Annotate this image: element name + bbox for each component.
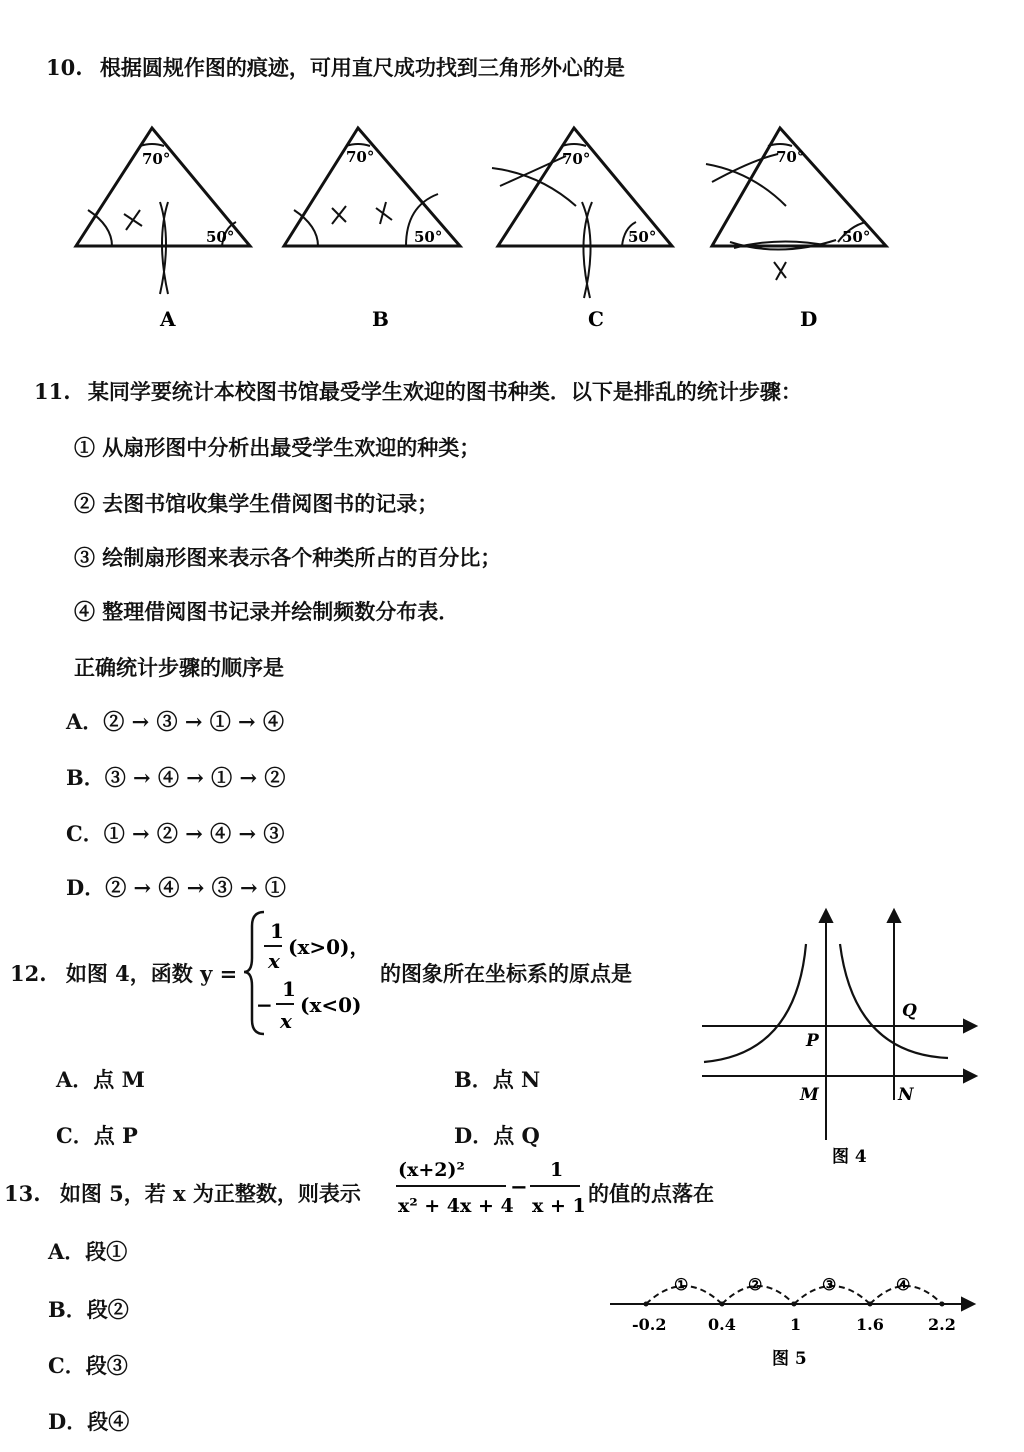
q12-option-b[interactable]: B．点 N <box>454 1067 541 1092</box>
q12-option-a[interactable]: A．点 M <box>56 1067 145 1092</box>
figure-5 <box>604 1268 980 1372</box>
q12-piecewise-function <box>244 908 384 1038</box>
figure-5-tick-1: 1 <box>790 1315 802 1334</box>
q13-frac2-den: x + 1 <box>532 1195 586 1217</box>
triangle-b-angle-right: 50° <box>414 228 443 246</box>
triangle-a-label: A <box>160 307 176 331</box>
q10-stem <box>46 52 625 82</box>
figure-5-tick-0-4: 0.4 <box>708 1315 736 1334</box>
q12-case2-sign: − <box>256 993 273 1017</box>
q12-option-c[interactable]: C．点 P <box>56 1123 138 1148</box>
triangle-d-angle-top: 70° <box>776 148 805 166</box>
triangle-b-angle-top: 70° <box>346 148 375 166</box>
q11-step-4: ④ 整理借阅图书记录并绘制频数分布表． <box>74 599 460 624</box>
figure-5-segment-1: ① <box>674 1275 689 1294</box>
q10-number: 10. <box>46 55 83 80</box>
q13-option-d[interactable]: D．段④ <box>48 1409 130 1434</box>
q12-number: 12. <box>10 961 47 986</box>
figure-5-tick-1-6: 1.6 <box>856 1315 884 1334</box>
figure-5-segment-2: ② <box>748 1275 763 1294</box>
figure-4 <box>696 904 982 1168</box>
q13-frac2-num: 1 <box>550 1159 564 1181</box>
q11-option-c[interactable]: C．① → ② → ④ → ③ <box>66 821 285 846</box>
figure-5-segment-3: ③ <box>822 1275 837 1294</box>
triangle-d-label: D <box>800 307 818 331</box>
figure-4-point-q: Q <box>902 1001 917 1021</box>
figure-4-caption: 图 4 <box>832 1147 867 1167</box>
triangle-b-label: B <box>372 307 389 331</box>
figure-5-tick-neg-0-2: -0.2 <box>632 1315 667 1334</box>
q13-suffix: 的值的点落在 <box>588 1181 714 1206</box>
q11-option-a[interactable]: A．② → ③ → ① → ④ <box>66 709 284 734</box>
q12-prefix: 如图 4，函数 y = <box>65 961 238 986</box>
q13-expression <box>392 1152 592 1226</box>
q13-stem <box>4 1178 361 1208</box>
q12-option-d[interactable]: D．点 Q <box>454 1123 540 1148</box>
q13-number: 13. <box>4 1181 41 1206</box>
q11-step-1: ① 从扇形图中分析出最受学生欢迎的种类； <box>74 435 481 460</box>
q13-option-c[interactable]: C．段③ <box>48 1353 128 1378</box>
q10-text: 根据圆规作图的痕迹，可用直尺成功找到三角形外心的是 <box>99 55 625 80</box>
figure-4-point-p: P <box>806 1031 819 1051</box>
q12-case2-num: 1 <box>282 977 296 1001</box>
triangle-c-angle-right: 50° <box>628 228 657 246</box>
q11-stem <box>34 376 802 406</box>
triangle-a-angle-right: 50° <box>206 228 235 246</box>
q12-case2-den: x <box>280 1009 292 1033</box>
figure-5-tick-2-2: 2.2 <box>928 1315 956 1334</box>
q13-option-a[interactable]: A．段① <box>48 1239 128 1264</box>
q11-option-b[interactable]: B．③ → ④ → ① → ② <box>66 765 286 790</box>
q12-suffix: 的图象所在坐标系的原点是 <box>380 961 632 986</box>
q12-case1-den: x <box>268 949 280 973</box>
figure-4-point-m: M <box>800 1085 819 1105</box>
q13-option-b[interactable]: B．段② <box>48 1297 129 1322</box>
q11-step-3: ③ 绘制扇形图来表示各个种类所占的百分比； <box>74 545 502 570</box>
q11-step-2: ② 去图书馆收集学生借阅图书的记录； <box>74 491 439 516</box>
q12-case2-cond: (x<0) <box>300 993 362 1017</box>
q11-option-d[interactable]: D．② → ④ → ③ → ① <box>66 875 286 900</box>
q10-triangles-figure <box>0 110 1024 340</box>
q13-prefix: 如图 5，若 x 为正整数，则表示 <box>59 1181 361 1206</box>
figure-5-segment-4: ④ <box>896 1275 911 1294</box>
q11-number: 11. <box>34 379 71 404</box>
triangle-c-label: C <box>588 307 604 331</box>
triangle-d-angle-right: 50° <box>842 228 871 246</box>
figure-5-caption: 图 5 <box>772 1349 807 1369</box>
triangle-c-angle-top: 70° <box>562 150 591 168</box>
q12-case1-cond: (x>0)， <box>288 935 370 959</box>
figure-4-point-n: N <box>898 1085 914 1105</box>
q13-frac1-num: (x+2)² <box>398 1159 465 1181</box>
q12-case1-num: 1 <box>270 919 284 943</box>
q13-minus: − <box>510 1174 528 1199</box>
q11-text: 某同学要统计本校图书馆最受学生欢迎的图书种类．以下是排乱的统计步骤： <box>87 379 802 404</box>
q13-frac1-den: x² + 4x + 4 <box>398 1195 514 1217</box>
q11-prompt: 正确统计步骤的顺序是 <box>74 655 284 680</box>
q12-stem <box>10 958 237 988</box>
triangle-a-angle-top: 70° <box>142 150 171 168</box>
